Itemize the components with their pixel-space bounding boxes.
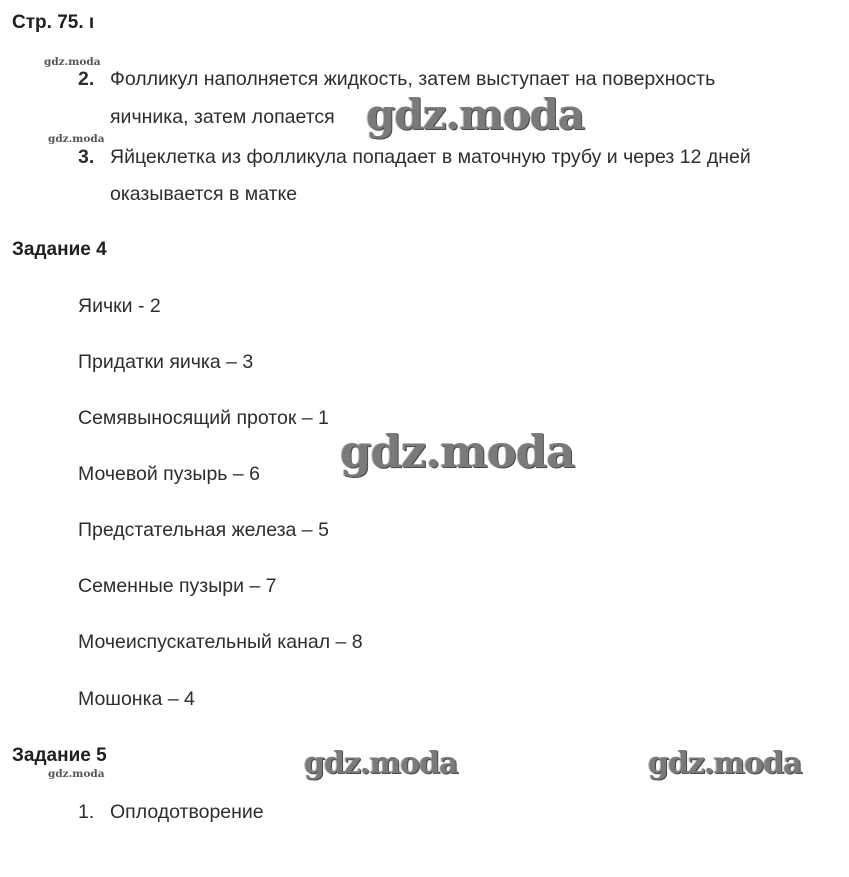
answer-line: Мочеиспускательный канал – 8 (78, 631, 363, 653)
answer-line: Семявыносящий проток – 1 (78, 407, 329, 429)
watermark-small: gdz.moda (44, 56, 101, 68)
answer-line: Предстательная железа – 5 (78, 519, 329, 541)
list-item-text: Фолликул наполняется жидкость, затем выступает на поверхность (110, 68, 716, 90)
watermark-large: gdz.moda (340, 425, 575, 478)
watermark-large: gdz.moda (304, 746, 458, 781)
list-item-text: Оплодотворение (110, 801, 264, 823)
list-item-text: Яйцеклетка из фолликула попадает в маточную трубу и через 12 дней (110, 146, 751, 168)
answer-line: Мошонка – 4 (78, 688, 195, 710)
section-title: Задание 4 (12, 239, 107, 260)
section-title: Задание 5 (12, 745, 107, 766)
answer-line: Мочевой пузырь – 6 (78, 463, 260, 485)
answer-line: Придатки яичка – 3 (78, 351, 254, 373)
watermark-small: gdz.moda (48, 133, 105, 145)
list-item-number: 2. (78, 68, 95, 90)
list-item-text: яичника, затем лопается (110, 106, 335, 128)
answer-line: Семенные пузыри – 7 (78, 575, 277, 597)
watermark-large: gdz.moda (648, 746, 802, 781)
page-header: Стр. 75. ı (12, 12, 95, 33)
list-item-text: оказывается в матке (110, 183, 298, 205)
list-item-number: 1. (78, 801, 95, 823)
list-item-number: 3. (78, 146, 95, 168)
answer-line: Яички - 2 (78, 295, 161, 317)
watermark-small: gdz.moda (48, 768, 105, 780)
watermark-large: gdz.moda (366, 90, 585, 139)
